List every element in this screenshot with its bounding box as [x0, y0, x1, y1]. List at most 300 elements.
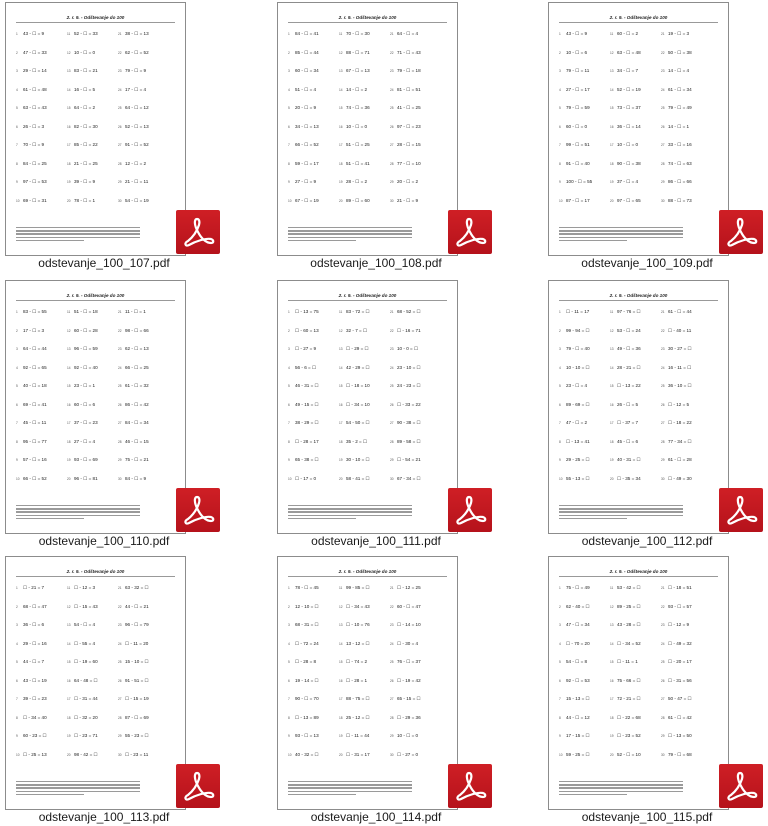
math-problem — [118, 303, 174, 322]
problem-number: 10 — [16, 476, 20, 481]
problem-column — [118, 579, 174, 764]
math-problem — [288, 414, 344, 433]
math-problem — [288, 598, 344, 617]
problem-number: 14 — [339, 365, 343, 370]
math-problem — [288, 81, 344, 100]
problem-number: 13 — [67, 69, 71, 74]
math-problem — [339, 433, 395, 452]
file-item[interactable] — [272, 278, 472, 550]
math-problem — [559, 62, 615, 81]
problem-number: 22 — [661, 604, 665, 609]
problem-number: 23 — [118, 69, 122, 74]
problem-text: ☐ - 25 = 13 — [23, 751, 47, 757]
problem-number: 11 — [339, 586, 343, 591]
math-problem — [661, 340, 717, 359]
problem-text: ☐ - 12 = 25 — [397, 585, 421, 591]
problem-text: ☐ - 34 = 52 — [617, 640, 641, 646]
problem-text: 49 - 15 = ☐ — [295, 401, 319, 407]
problem-text: 14 - ☐ = 1 — [668, 123, 690, 129]
problem-text: ☐ - 29 = ☐ — [346, 346, 369, 352]
file-item[interactable] — [0, 554, 200, 826]
problem-text: 92 - ☐ = 53 — [566, 677, 590, 683]
problem-number: 8 — [288, 715, 290, 720]
problem-number: 16 — [610, 678, 614, 683]
math-problem — [390, 579, 446, 598]
math-problem — [288, 451, 344, 470]
math-problem — [390, 303, 446, 322]
math-problem — [661, 155, 717, 174]
problem-column — [339, 25, 395, 210]
problem-text: 30 - 27 = ☐ — [668, 346, 692, 352]
math-problem — [610, 81, 666, 100]
problem-number: 11 — [67, 310, 71, 315]
pdf-thumbnail[interactable] — [5, 2, 186, 256]
problem-text: 96 - ☐ = 79 — [125, 622, 149, 628]
problem-text: 76 - ☐ = 37 — [397, 659, 421, 665]
problem-text: 47 - ☐ = 2 — [566, 420, 588, 426]
problem-number: 28 — [390, 439, 394, 444]
adobe-pdf-icon — [719, 488, 763, 532]
math-problem — [610, 377, 666, 396]
file-name-label[interactable]: odstevanje_100_110.pdf — [38, 534, 170, 548]
problem-text: 100 - ☐ = 55 — [566, 179, 593, 185]
math-problem — [339, 653, 395, 672]
problem-text: ☐ - 23 = 71 — [74, 733, 98, 739]
math-problem — [661, 653, 717, 672]
math-problem — [390, 44, 446, 63]
math-problem — [610, 99, 666, 118]
problem-number: 1 — [16, 310, 18, 315]
problem-number: 2 — [288, 604, 290, 609]
problem-number: 6 — [288, 402, 290, 407]
problem-number: 4 — [16, 641, 18, 646]
pdf-thumbnail[interactable] — [548, 280, 729, 534]
problem-number: 18 — [610, 161, 614, 166]
math-problem — [559, 672, 615, 691]
math-problem — [559, 598, 615, 617]
problem-column — [118, 25, 174, 210]
problem-text: ☐ - 14 = 10 — [397, 622, 421, 628]
file-name-label[interactable]: odstevanje_100_114.pdf — [310, 810, 442, 824]
math-problem — [610, 192, 666, 211]
problem-text: 35 - 2 = ☐ — [346, 438, 368, 444]
file-item[interactable] — [272, 0, 472, 272]
problem-column — [67, 579, 123, 764]
problem-text: ☐ - 15 = 43 — [74, 603, 98, 609]
problem-text: 46 - ☐ = 15 — [125, 438, 149, 444]
math-problem — [390, 690, 446, 709]
math-problem — [16, 709, 72, 728]
problem-number: 27 — [390, 697, 394, 702]
math-problem — [118, 470, 174, 489]
problem-text: 64 - ☐ = 4 — [397, 31, 419, 37]
problem-number: 2 — [559, 50, 561, 55]
problem-number: 28 — [118, 161, 122, 166]
file-item[interactable] — [0, 0, 200, 272]
math-problem — [16, 322, 72, 341]
math-problem — [610, 470, 666, 489]
problem-text: 70 - ☐ = 9 — [23, 142, 45, 148]
problem-number: 7 — [16, 697, 18, 702]
problem-text: 52 - ☐ = 33 — [74, 31, 98, 37]
math-problem — [288, 340, 344, 359]
problem-number: 13 — [67, 623, 71, 628]
pdf-thumbnail[interactable] — [5, 280, 186, 534]
problem-text: 95 - ☐ = 77 — [23, 438, 47, 444]
math-problem — [339, 136, 395, 155]
problem-text: ☐ - 27 = 9 — [295, 346, 317, 352]
file-name-label[interactable]: odstevanje_100_113.pdf — [38, 810, 170, 824]
problem-number: 25 — [118, 384, 122, 389]
file-name-label[interactable]: odstevanje_100_111.pdf — [311, 534, 441, 548]
problem-number: 21 — [661, 586, 665, 591]
problem-number: 25 — [661, 660, 665, 665]
problem-number: 10 — [16, 198, 20, 203]
problem-text: 44 - ☐ = 21 — [125, 603, 149, 609]
problem-text: 61 - ☐ = 32 — [125, 383, 149, 389]
pdf-thumbnail[interactable] — [277, 2, 458, 256]
problem-text: 52 - ☐ = 13 — [125, 123, 149, 129]
problem-number: 12 — [610, 328, 614, 333]
problem-text: ☐ - 11 = 17 — [566, 309, 590, 315]
math-problem — [661, 598, 717, 617]
problem-column — [288, 579, 344, 764]
math-problem — [610, 598, 666, 617]
problem-number: 19 — [67, 734, 71, 739]
math-problem — [610, 359, 666, 378]
problem-text: ☐ - 32 = 20 — [74, 714, 98, 720]
math-problem — [390, 653, 446, 672]
problem-number: 4 — [288, 365, 290, 370]
problem-number: 22 — [118, 328, 122, 333]
math-problem — [610, 173, 666, 192]
problem-number: 27 — [118, 421, 122, 426]
file-item[interactable] — [543, 278, 743, 550]
math-problem — [390, 81, 446, 100]
math-problem — [67, 414, 123, 433]
problem-number: 2 — [288, 50, 290, 55]
file-item[interactable] — [272, 554, 472, 826]
problem-text: 79 - ☐ = 18 — [397, 68, 421, 74]
file-name-label[interactable]: odstevanje_100_112.pdf — [581, 534, 713, 548]
problem-text: 28 - ☐ = 2 — [346, 179, 368, 185]
problem-number: 29 — [118, 180, 122, 185]
problem-number: 3 — [16, 347, 18, 352]
math-problem — [610, 44, 666, 63]
problem-number: 7 — [288, 421, 290, 426]
math-problem — [288, 396, 344, 415]
problem-text: 36 - ☐ = 6 — [23, 622, 45, 628]
adobe-pdf-icon — [448, 488, 492, 532]
problem-text: 17 - ☐ = 3 — [23, 327, 45, 333]
problem-text: 23 - ☐ = 1 — [74, 383, 96, 389]
math-problem — [339, 579, 395, 598]
problem-number: 5 — [559, 660, 561, 665]
problem-number: 13 — [339, 69, 343, 74]
math-problem — [288, 136, 344, 155]
problem-number: 18 — [67, 439, 71, 444]
math-problem — [339, 62, 395, 81]
math-problem — [610, 303, 666, 322]
math-problem — [67, 173, 123, 192]
problem-number: 23 — [661, 347, 665, 352]
problem-number: 3 — [288, 347, 290, 352]
math-problem — [661, 635, 717, 654]
math-problem — [559, 579, 615, 598]
problem-number: 26 — [661, 678, 665, 683]
problem-text: 83 - ☐ = 21 — [74, 68, 98, 74]
problem-number: 20 — [610, 198, 614, 203]
problem-text: 79 - ☐ = 9 — [125, 68, 147, 74]
math-problem — [16, 192, 72, 211]
problem-text: 28 - ☐ = 15 — [397, 142, 421, 148]
problem-text: ☐ - 13 = 22 — [617, 383, 641, 389]
problem-number: 17 — [339, 697, 343, 702]
problem-number: 17 — [67, 421, 71, 426]
problem-number: 22 — [118, 50, 122, 55]
problem-text: ☐ - 70 = 20 — [566, 640, 590, 646]
problem-number: 19 — [610, 734, 614, 739]
math-problem — [610, 25, 666, 44]
divider — [288, 300, 447, 301]
problem-text: 97 - ☐ = 53 — [23, 179, 47, 185]
problem-text: 99 - 94 = ☐ — [566, 327, 590, 333]
math-problem — [559, 99, 615, 118]
footnote-text — [16, 781, 140, 797]
problem-text: 69 - ☐ = 41 — [23, 401, 47, 407]
problem-number: 16 — [339, 402, 343, 407]
file-item[interactable] — [543, 0, 743, 272]
problem-text: 84 - ☐ = 25 — [23, 160, 47, 166]
problem-text: 67 - ☐ = 13 — [346, 68, 370, 74]
math-problem — [661, 672, 717, 691]
problem-number: 30 — [661, 198, 665, 203]
problem-text: ☐ - 20 = 17 — [668, 659, 692, 665]
problem-number: 6 — [559, 124, 561, 129]
math-problem — [16, 81, 72, 100]
problem-text: 68 - 31 = ☐ — [295, 622, 319, 628]
math-problem — [67, 136, 123, 155]
problem-number: 13 — [610, 623, 614, 628]
problem-text: 88 - ☐ = 71 — [346, 49, 370, 55]
problem-number: 30 — [661, 752, 665, 757]
problem-number: 27 — [661, 143, 665, 148]
problem-number: 19 — [339, 734, 343, 739]
problem-text: 50 - ☐ = 38 — [668, 49, 692, 55]
file-name-label[interactable]: odstevanje_100_107.pdf — [38, 256, 170, 270]
problem-number: 20 — [67, 198, 71, 203]
math-problem — [339, 690, 395, 709]
problem-text: ☐ - 15 = 19 — [125, 696, 149, 702]
math-problem — [339, 192, 395, 211]
problem-text: 51 - ☐ = 25 — [346, 142, 370, 148]
math-problem — [16, 672, 72, 691]
problem-text: 21 - ☐ = 25 — [74, 160, 98, 166]
footnote-text — [16, 227, 140, 243]
problem-number: 29 — [390, 734, 394, 739]
problem-text: 64 - ☐ = 44 — [23, 346, 47, 352]
math-problem — [288, 25, 344, 44]
problem-text: 60 - ☐ = 6 — [74, 401, 96, 407]
problem-text: 84 - ☐ = 41 — [295, 31, 319, 37]
problem-number: 2 — [16, 328, 18, 333]
math-problem — [118, 746, 174, 765]
file-name-label[interactable]: odstevanje_100_109.pdf — [581, 256, 713, 270]
problem-number: 16 — [67, 402, 71, 407]
problem-text: 12 - 10 = ☐ — [295, 603, 319, 609]
math-problem — [16, 118, 72, 137]
math-problem — [67, 192, 123, 211]
math-problem — [16, 136, 72, 155]
problem-text: 34 - ☐ = 13 — [295, 123, 319, 129]
math-problem — [610, 62, 666, 81]
problem-number: 3 — [559, 347, 561, 352]
problem-number: 7 — [288, 697, 290, 702]
problem-text: ☐ - 37 = 7 — [617, 420, 639, 426]
math-problem — [559, 616, 615, 635]
math-problem — [67, 690, 123, 709]
problem-column — [16, 303, 72, 488]
math-problem — [390, 62, 446, 81]
math-problem — [661, 118, 717, 137]
file-item[interactable] — [0, 278, 200, 550]
problem-text: 32 - 7 = ☐ — [346, 327, 368, 333]
problem-number: 5 — [16, 660, 18, 665]
problem-text: 62 - ☐ = 13 — [125, 346, 149, 352]
problem-number: 24 — [118, 365, 122, 370]
problem-number: 19 — [339, 180, 343, 185]
problem-number: 1 — [16, 32, 18, 37]
math-problem — [390, 322, 446, 341]
math-problem — [559, 173, 615, 192]
math-problem — [339, 727, 395, 746]
problem-text: 43 - ☐ = 19 — [23, 677, 47, 683]
math-problem — [661, 25, 717, 44]
math-problem — [390, 136, 446, 155]
pdf-thumbnail[interactable] — [277, 280, 458, 534]
problem-text: 62 - ☐ = 52 — [125, 49, 149, 55]
math-problem — [288, 192, 344, 211]
problem-number: 12 — [339, 50, 343, 55]
math-problem — [118, 653, 174, 672]
problem-text: 55 - 13 = ☐ — [566, 475, 590, 481]
math-problem — [390, 635, 446, 654]
problem-number: 9 — [16, 458, 18, 463]
problem-number: 20 — [67, 476, 71, 481]
problem-number: 10 — [288, 752, 292, 757]
problem-text: ☐ - 34 = 43 — [346, 603, 370, 609]
problem-number: 28 — [118, 439, 122, 444]
math-problem — [610, 579, 666, 598]
math-problem — [559, 727, 615, 746]
problem-text: 40 - 32 = ☐ — [295, 751, 319, 757]
math-problem — [661, 62, 717, 81]
problem-text: ☐ - 23 = 52 — [617, 733, 641, 739]
problem-text: ☐ - 18 = 10 — [346, 383, 370, 389]
math-problem — [288, 44, 344, 63]
problem-number: 16 — [339, 124, 343, 129]
math-problem — [288, 359, 344, 378]
problem-number: 28 — [661, 439, 665, 444]
problem-number: 5 — [559, 384, 561, 389]
problem-column — [16, 579, 72, 764]
problem-number: 3 — [16, 69, 18, 74]
math-problem — [16, 598, 72, 617]
problem-text: 91 - 51 = ☐ — [125, 677, 149, 683]
worksheet-title: 2. r. 9. - Odštevanje do 100 — [609, 15, 668, 20]
problem-text: 17 - 15 = ☐ — [566, 733, 590, 739]
math-problem — [661, 322, 717, 341]
problem-number: 23 — [118, 347, 122, 352]
problem-text: 78 - ☐ = 45 — [295, 585, 319, 591]
problem-number: 29 — [118, 458, 122, 463]
problem-text: 93 - ☐ = 69 — [74, 457, 98, 463]
math-problem — [288, 746, 344, 765]
problem-text: ☐ - 11 = 44 — [346, 733, 370, 739]
problem-text: 89 - 58 = ☐ — [397, 438, 421, 444]
problem-number: 26 — [390, 124, 394, 129]
pdf-thumbnail[interactable] — [548, 2, 729, 256]
problem-number: 3 — [559, 623, 561, 628]
worksheet-title: 2. r. 9. - Odštevanje do 100 — [66, 569, 125, 574]
math-problem — [288, 62, 344, 81]
problem-number: 4 — [16, 87, 18, 92]
math-problem — [288, 118, 344, 137]
problem-text: 34 - ☐ = 7 — [617, 68, 639, 74]
problem-number: 1 — [559, 586, 561, 591]
problem-number: 19 — [67, 458, 71, 463]
problem-number: 30 — [118, 476, 122, 481]
problem-text: 47 - ☐ = 33 — [23, 49, 47, 55]
math-problem — [67, 598, 123, 617]
pdf-thumbnail[interactable] — [277, 556, 458, 810]
math-problem — [16, 377, 72, 396]
problem-text: 79 - ☐ = 68 — [668, 751, 692, 757]
problem-number: 27 — [118, 697, 122, 702]
math-problem — [339, 118, 395, 137]
pdf-thumbnail[interactable] — [548, 556, 729, 810]
math-problem — [339, 672, 395, 691]
problem-text: 30 - 10 = ☐ — [346, 457, 370, 463]
math-problem — [390, 672, 446, 691]
problem-text: 19 - ☐ = 3 — [668, 31, 690, 37]
problem-number: 6 — [288, 678, 290, 683]
problem-number: 25 — [390, 106, 394, 111]
problem-number: 19 — [67, 180, 71, 185]
divider — [16, 300, 175, 301]
math-problem — [661, 579, 717, 598]
problem-text: 58 - 41 = ☐ — [346, 475, 370, 481]
footnote-text — [288, 781, 412, 797]
file-item[interactable] — [543, 554, 743, 826]
math-problem — [559, 340, 615, 359]
problem-text: ☐ - 31 = 17 — [346, 751, 370, 757]
problem-number: 22 — [661, 50, 665, 55]
problem-column — [661, 303, 717, 488]
file-name-label[interactable]: odstevanje_100_108.pdf — [310, 256, 442, 270]
problem-text: 91 - ☐ = 52 — [125, 142, 149, 148]
math-problem — [288, 672, 344, 691]
pdf-thumbnail[interactable] — [5, 556, 186, 810]
math-problem — [16, 62, 72, 81]
problem-text: ☐ - 13 = 50 — [668, 733, 692, 739]
problem-text: ☐ - 11 = 1 — [617, 659, 638, 665]
file-name-label[interactable]: odstevanje_100_115.pdf — [581, 810, 713, 824]
problem-number: 6 — [288, 124, 290, 129]
problem-number: 17 — [67, 697, 71, 702]
problem-text: 44 - ☐ = 12 — [566, 714, 590, 720]
problem-text: 65 - 15 = ☐ — [397, 696, 421, 702]
